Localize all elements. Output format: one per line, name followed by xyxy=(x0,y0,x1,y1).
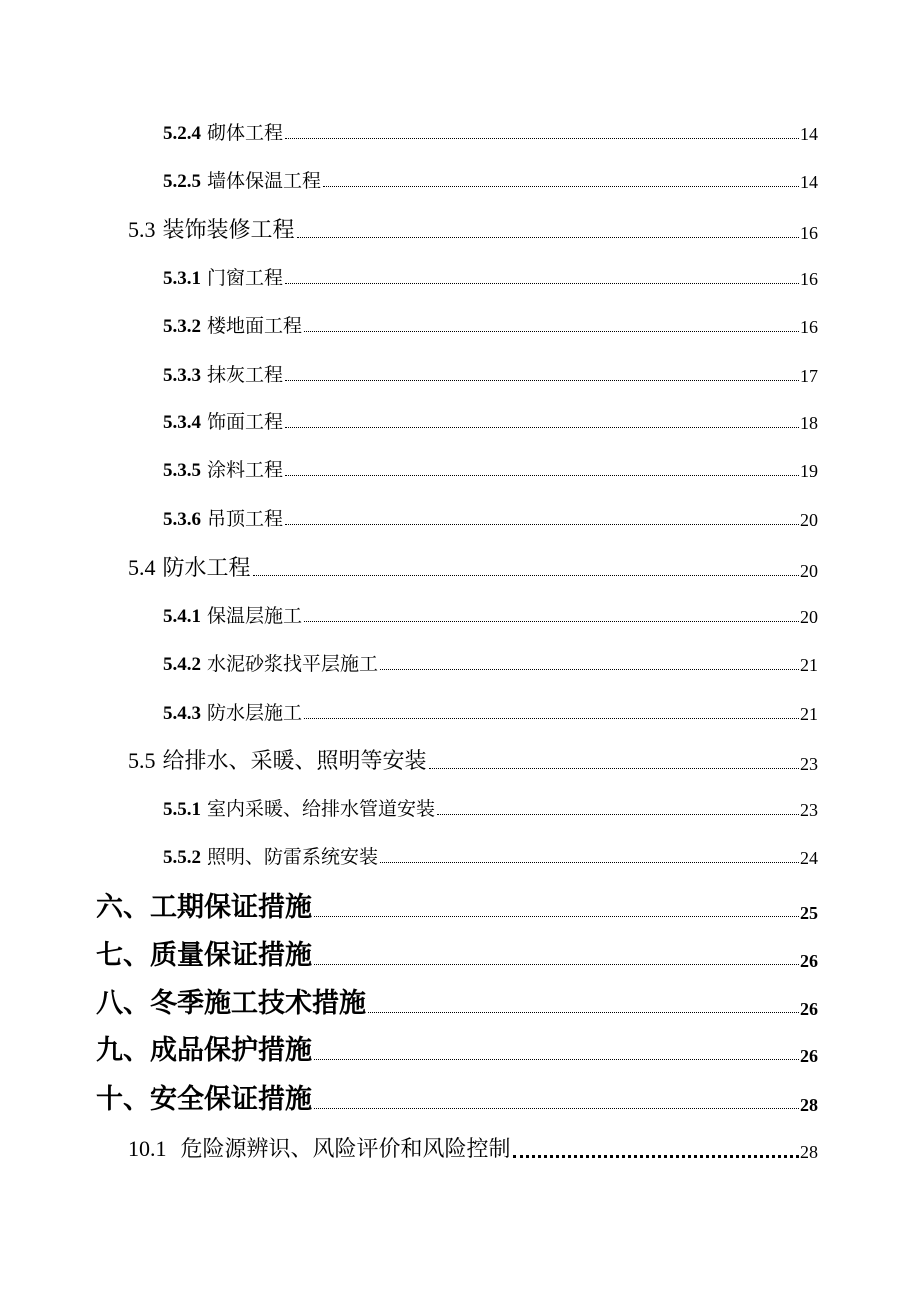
toc-entry[interactable] xyxy=(163,118,818,145)
dot-leader xyxy=(285,138,799,139)
toc-page-number: 16 xyxy=(800,223,818,243)
toc-chapter-entry[interactable] xyxy=(96,885,818,924)
toc-entry-label: 5.3.5 涂料工程 xyxy=(163,459,284,481)
toc-entry-label: 5.5.1 室内采暖、给排水管道安装 xyxy=(163,798,436,820)
toc-entry[interactable] xyxy=(163,311,818,338)
toc-entry-label: 5.5.2 照明、防雷系统安装 xyxy=(163,846,379,868)
toc-entry[interactable] xyxy=(163,166,818,193)
toc-chapter-entry[interactable] xyxy=(96,1028,818,1067)
toc-page-number: 28 xyxy=(800,1095,818,1115)
dot-leader xyxy=(253,575,799,576)
toc-page-number: 23 xyxy=(800,800,818,820)
toc-page-number: 19 xyxy=(800,461,818,481)
toc-entry[interactable] xyxy=(163,360,818,387)
toc-entry[interactable] xyxy=(163,504,818,531)
toc-entry-label: 5.5 给排水、采暖、照明等安装 xyxy=(128,748,427,774)
toc-entry-label: 5.3.2 楼地面工程 xyxy=(163,315,303,337)
toc-page-number: 26 xyxy=(800,1046,818,1066)
toc-page-number: 20 xyxy=(800,510,818,530)
toc-page-number: 16 xyxy=(800,317,818,337)
toc-entry[interactable] xyxy=(128,213,818,244)
toc-entry-label: 5.3.4 饰面工程 xyxy=(163,411,284,433)
toc-page-number: 21 xyxy=(800,704,818,724)
toc-entry-label: 5.4.3 防水层施工 xyxy=(163,702,303,724)
dot-leader xyxy=(285,475,799,476)
dot-leader xyxy=(285,380,799,381)
toc-page-number: 14 xyxy=(800,172,818,192)
toc-page-number: 21 xyxy=(800,655,818,675)
dot-leader xyxy=(304,621,799,622)
toc-entry[interactable] xyxy=(128,551,818,582)
dot-leader xyxy=(297,237,799,238)
toc-entry-label: 5.4 防水工程 xyxy=(128,555,251,581)
dot-leader xyxy=(380,669,799,670)
toc-page-number: 25 xyxy=(800,903,818,923)
toc-page-number: 20 xyxy=(800,561,818,581)
toc-entry-label: 七、质量保证措施 xyxy=(96,940,312,971)
toc-entry[interactable] xyxy=(128,744,818,775)
toc-chapter-entry[interactable] xyxy=(96,933,818,972)
toc-chapter-entry[interactable] xyxy=(96,1077,818,1116)
dot-leader xyxy=(285,427,799,428)
dot-leader xyxy=(314,1108,799,1109)
toc-page-number: 24 xyxy=(800,848,818,868)
dot-leader xyxy=(368,1012,799,1013)
toc-page-number: 18 xyxy=(800,413,818,433)
toc-page-number: 14 xyxy=(800,124,818,144)
toc-entry[interactable] xyxy=(163,794,818,821)
toc-entry-label: 5.2.4 砌体工程 xyxy=(163,122,284,144)
dot-leader xyxy=(437,814,799,815)
dot-leader xyxy=(314,964,799,965)
toc-page-number: 17 xyxy=(800,366,818,386)
dot-leader xyxy=(285,524,799,525)
toc-page-number: 26 xyxy=(800,999,818,1019)
toc-page-number: 26 xyxy=(800,951,818,971)
toc-entry-label: 十、安全保证措施 xyxy=(96,1084,312,1115)
dot-leader xyxy=(380,862,799,863)
dot-leader xyxy=(304,331,799,332)
dot-leader xyxy=(429,768,799,769)
toc-entry-label: 5.2.5 墙体保温工程 xyxy=(163,170,322,192)
toc-page-number: 20 xyxy=(800,607,818,627)
toc-entry[interactable] xyxy=(163,842,818,869)
toc-entry-label: 八、冬季施工技术措施 xyxy=(96,988,366,1019)
toc-page-number: 28 xyxy=(800,1142,818,1162)
toc-entry-label: 5.4.2 水泥砂浆找平层施工 xyxy=(163,653,379,675)
toc-page-number: 16 xyxy=(800,269,818,289)
dot-leader xyxy=(314,1059,799,1060)
dot-leader xyxy=(314,916,799,917)
toc-entry[interactable] xyxy=(128,1132,818,1163)
toc-entry[interactable] xyxy=(163,263,818,290)
toc-entry-label: 10.1 危险源辨识、风险评价和风险控制 xyxy=(128,1136,511,1162)
toc-entry-label: 5.3.6 吊顶工程 xyxy=(163,508,284,530)
toc-chapter-entry[interactable] xyxy=(96,981,818,1020)
dot-leader xyxy=(304,718,799,719)
dot-leader xyxy=(323,186,799,187)
toc-entry-label: 5.3.3 抹灰工程 xyxy=(163,364,284,386)
toc-entry-label: 六、工期保证措施 xyxy=(96,892,312,923)
toc-entry[interactable] xyxy=(163,649,818,676)
toc-entry-label: 5.4.1 保温层施工 xyxy=(163,605,303,627)
toc-entry[interactable] xyxy=(163,698,818,725)
toc-entry[interactable] xyxy=(163,455,818,482)
dot-leader xyxy=(285,283,799,284)
toc-entry-label: 5.3.1 门窗工程 xyxy=(163,267,284,289)
toc-entry[interactable] xyxy=(163,601,818,628)
toc-entry[interactable] xyxy=(163,407,818,434)
dot-leader xyxy=(513,1155,799,1158)
toc-page-number: 23 xyxy=(800,754,818,774)
toc-entry-label: 5.3 装饰装修工程 xyxy=(128,217,295,243)
toc-entry-label: 九、成品保护措施 xyxy=(96,1035,312,1066)
